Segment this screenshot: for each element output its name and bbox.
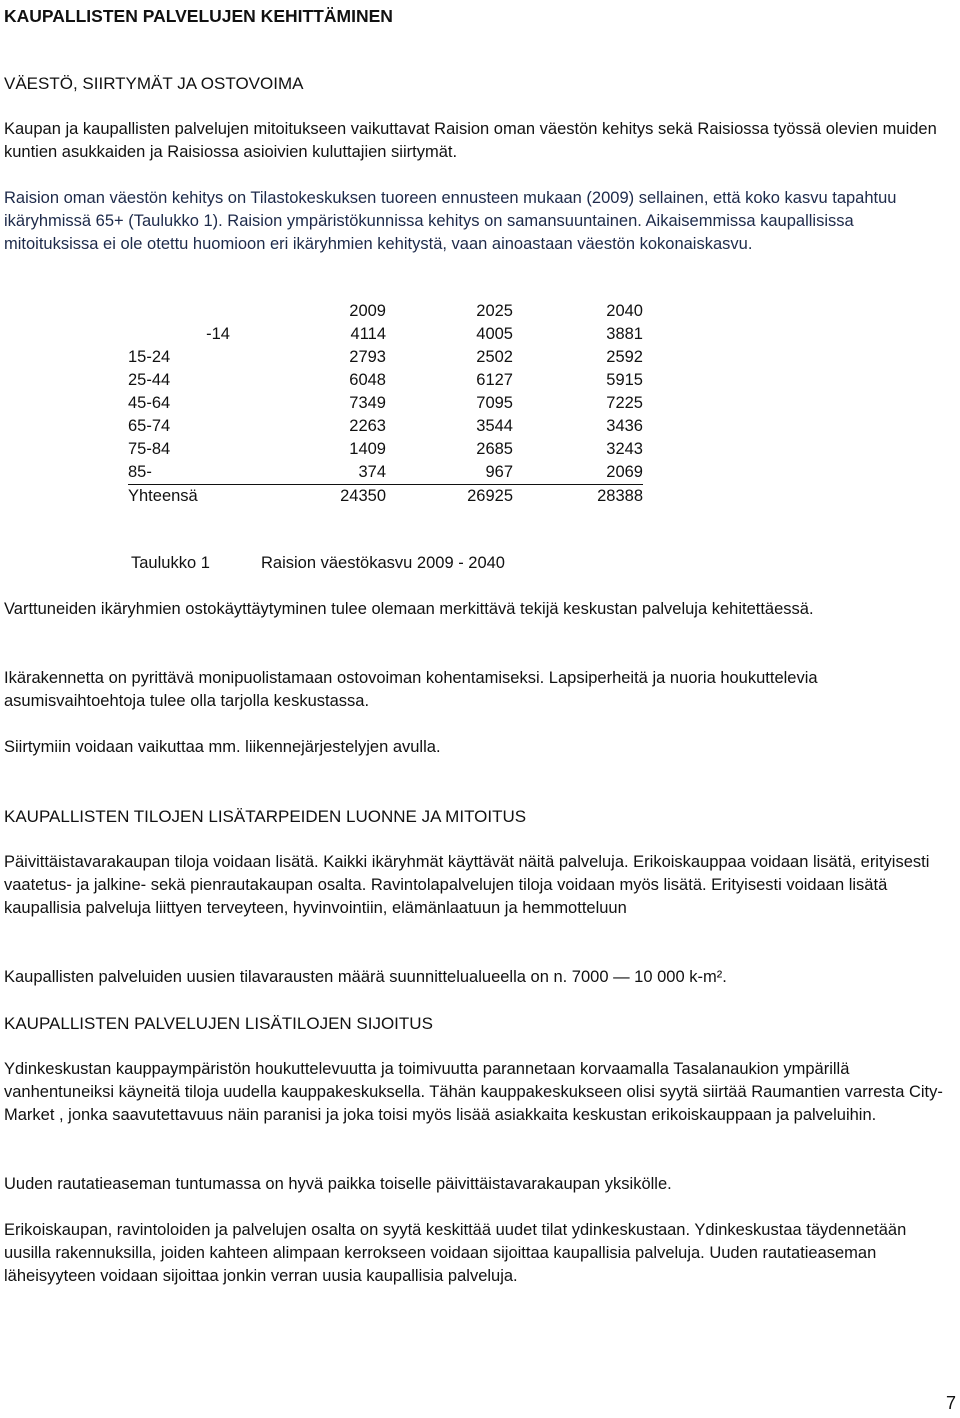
table-cell: 4005 (476, 325, 513, 343)
table-row (128, 415, 643, 438)
paragraph-space-additions: Päivittäistavarakaupan tiloja voidaan lisätä. Kaikki ikäryhmät käyttävät näitä palveluja. Erikoiskauppaa voidaan lisätä, erityisesti vaatetus- ja jalkine- sekä pienrautakaupan osalta. Ravintolapalvelujen tiloja voidaan myös lisätä. Erityisesti voidaan lisätä kaupallisia palveluja liittyen terveyteen, hyvinvointiin, elämänlaatuun ja hemmotteluun (4, 853, 930, 917)
table-cell: 7349 (349, 394, 386, 412)
table-cell: 5915 (606, 371, 643, 389)
table-caption (131, 552, 505, 575)
age-group: 65-74 (128, 417, 171, 435)
table-row (128, 438, 643, 461)
table-cell: 1409 (349, 440, 386, 458)
table-cell: 6127 (476, 371, 513, 389)
table-total-row (128, 485, 643, 509)
population-table (128, 300, 643, 508)
total-label: Yhteensä (128, 487, 198, 505)
table-cell: 2069 (513, 461, 643, 485)
page-title: KAUPALLISTEN PALVELUJEN KEHITTÄMINEN (4, 6, 393, 26)
table-header-row (128, 300, 643, 323)
table-cell: 24350 (340, 487, 386, 505)
paragraph-population-forecast: Raision oman väestön kehitys on Tilastokeskuksen tuoreen ennusteen mukaan (2009) sellainen, että koko kasvu tapahtuu ikäryhmissä 65+ (Taulukko 1). Raision ympäristökunnissa kehitys on samansuuntainen. Aikaisemmissa kaupallisissa mitoituksissa ei ole otettu huomioon eri ikäryhmien kehitystä, vaan ainoastaan väestön kokonaiskasvu. (4, 189, 897, 253)
table-cell: 2263 (349, 417, 386, 435)
page-number: 7 (945, 1393, 956, 1413)
year-header: 2025 (476, 302, 513, 320)
caption-number: Taulukko 1 (131, 554, 210, 572)
table-cell: 3436 (606, 417, 643, 435)
paragraph-age-structure: Ikärakennetta on pyrittävä monipuolistamaan ostovoiman kohentamiseksi. Lapsiperheitä ja nuoria houkuttelevia asumisvaihtoehtoja tulee olla tarjolla keskustassa. (4, 669, 818, 710)
section-heading-space-needs: KAUPALLISTEN TILOJEN LISÄTARPEIDEN LUONNE JA MITOITUS (4, 807, 527, 826)
table-cell: 28388 (597, 487, 643, 505)
table-cell: 2592 (606, 348, 643, 366)
table-cell: 4114 (350, 325, 386, 343)
age-group: 25-44 (128, 371, 171, 389)
table-cell: 7095 (476, 394, 513, 412)
paragraph-transitions: Siirtymiin voidaan vaikuttaa mm. liikennejärjestelyjen avulla. (4, 738, 441, 756)
table-cell: 3881 (606, 325, 643, 343)
table-cell: 7225 (606, 394, 643, 412)
table-row (128, 323, 643, 346)
paragraph-railway-station: Uuden rautatieaseman tuntumassa on hyvä paikka toiselle päivittäistavarakaupan yksikölle. (4, 1175, 672, 1193)
section-heading-population: VÄESTÖ, SIIRTYMÄT JA OSTOVOIMA (4, 74, 304, 93)
age-group: -14 (206, 325, 230, 343)
age-group: 15-24 (128, 348, 171, 366)
table-cell: 3243 (606, 440, 643, 458)
table-row (128, 369, 643, 392)
age-group: 85- (128, 461, 278, 485)
paragraph-intro: Kaupan ja kaupallisten palvelujen mitoitukseen vaikuttavat Raision oman väestön kehitys sekä Raisiossa työssä olevien muiden kuntien asukkaiden ja Raisiossa asioivien kuluttajien siirtymät. (4, 120, 937, 161)
paragraph-specialty-retail: Erikoiskaupan, ravintoloiden ja palvelujen osalta on syytä keskittää uudet tilat ydinkeskustaan. Ydinkeskustaa täydennetään uusilla rakennuksilla, joiden kahteen alimpaan kerrokseen voidaan sijoittaa kaupallisia palveluja. Uuden rautatieaseman läheisyyteen voidaan sijoittaa jonkin verran uusia kaupallisia palveluja. (4, 1221, 907, 1285)
table-cell: 6048 (349, 371, 386, 389)
year-header: 2009 (349, 302, 386, 320)
section-heading-placement: KAUPALLISTEN PALVELUJEN LISÄTILOJEN SIJOITUS (4, 1014, 433, 1033)
table-cell: 26925 (467, 487, 513, 505)
table-cell: 374 (278, 461, 386, 485)
table-cell: 2685 (476, 440, 513, 458)
age-group: 75-84 (128, 440, 171, 458)
table-row (128, 461, 643, 485)
age-group: 45-64 (128, 394, 171, 412)
table-row (128, 346, 643, 369)
table-cell: 3544 (476, 417, 513, 435)
paragraph-city-center: Ydinkeskustan kauppaympäristön houkuttelevuutta ja toimivuutta parannetaan korvaamalla Tasalanaukion ympärillä vanhentuneiksi käyneitä tiloja uudella kauppakeskuksella. Tähän kauppakeskukseen olisi syytä siirtää Raumantien varresta City-Market , jonka saavutettavuus näin paranisi ja joka toisi myös lisää asiakkaita keskustan erikoiskauppaan ja palveluihin. (4, 1060, 943, 1124)
table-cell: 2502 (476, 348, 513, 366)
paragraph-older-age-groups: Varttuneiden ikäryhmien ostokäyttäytyminen tulee olemaan merkittävä tekijä keskustan palveluja kehitettäessä. (4, 600, 814, 618)
caption-text: Raision väestökasvu 2009 - 2040 (261, 554, 505, 572)
year-header: 2040 (606, 302, 643, 320)
table-row (128, 392, 643, 415)
paragraph-space-amount: Kaupallisten palveluiden uusien tilavarausten määrä suunnittelualueella on n. 7000 — 10 000 k-m². (4, 968, 727, 986)
table-cell: 967 (386, 461, 513, 485)
table-cell: 2793 (349, 348, 386, 366)
